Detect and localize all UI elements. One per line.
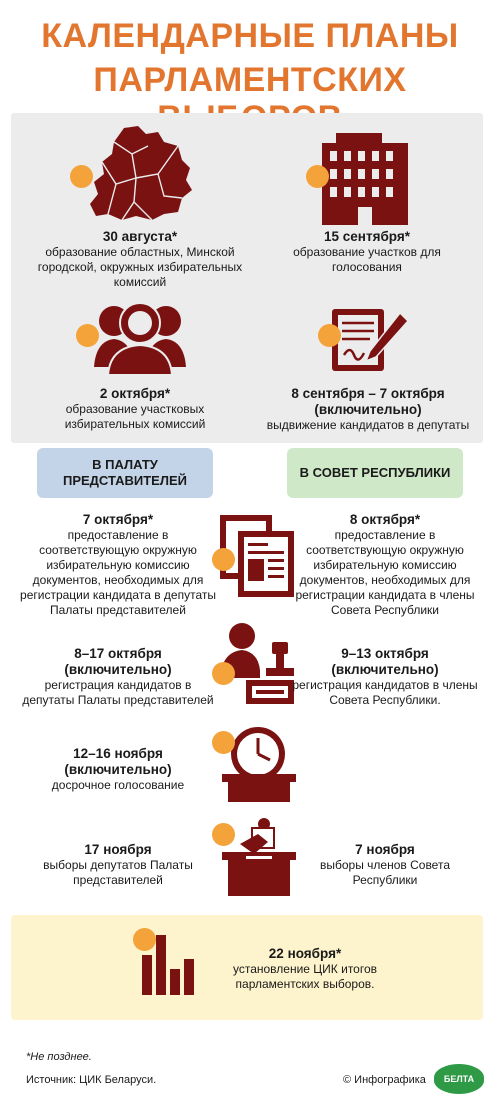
stage-text: регистрация кандидатов в депутаты Палаты представителей bbox=[22, 678, 214, 707]
stage-aug30 bbox=[25, 229, 255, 290]
stage-date: 8 октября* bbox=[349, 512, 421, 527]
orange-dot-marker bbox=[76, 324, 99, 347]
vote-house bbox=[18, 842, 218, 888]
orange-dot-marker bbox=[133, 928, 156, 951]
stage-sep15 bbox=[282, 229, 452, 275]
belta-logo bbox=[434, 1064, 484, 1094]
stage-text: досрочное голосование bbox=[51, 778, 185, 792]
stage-sep8-oct7 bbox=[262, 386, 474, 433]
stage-text: предоставление в соответствующую окружную избирательную комиссию документов, необходимых для регистрации кандидата в депутаты Палаты представителей bbox=[20, 528, 216, 617]
orange-dot-marker bbox=[212, 731, 235, 754]
reg-house bbox=[18, 646, 218, 708]
people-group-icon bbox=[92, 297, 188, 375]
orange-dot-marker bbox=[318, 324, 341, 347]
belarus-map-icon bbox=[86, 124, 196, 224]
stage-date: 12–16 ноября bbox=[73, 746, 163, 761]
stage-date: 8 сентября – 7 октября bbox=[291, 386, 445, 401]
stage-date-note: (включительно) bbox=[314, 402, 422, 417]
stage-text: выдвижение кандидатов в депутаты bbox=[266, 418, 470, 432]
orange-dot-marker bbox=[212, 823, 235, 846]
stage-date: 15 сентября* bbox=[324, 229, 410, 244]
stage-date: 7 октября* bbox=[82, 512, 154, 527]
orange-dot-marker bbox=[306, 165, 329, 188]
stage-date: 9–13 октября bbox=[341, 646, 429, 661]
source-text: Источник: ЦИК Беларуси. bbox=[26, 1074, 157, 1086]
final-result bbox=[212, 946, 398, 992]
stage-text: образование областных, Минской городской, окружных избирательных комиссий bbox=[37, 245, 243, 289]
early-voting bbox=[18, 746, 218, 793]
stage-date: 22 ноября* bbox=[268, 946, 342, 961]
building-icon bbox=[318, 133, 414, 225]
stage-date: 7 ноября bbox=[355, 842, 415, 857]
stage-date: 17 ноября bbox=[84, 842, 152, 857]
belta-logo-text: БЕЛТА bbox=[443, 1074, 475, 1084]
footnote: *Не позднее. bbox=[26, 1051, 92, 1063]
council-header: В СОВЕТ РЕСПУБЛИКИ bbox=[287, 448, 463, 498]
stage-date: 30 августа* bbox=[102, 229, 178, 244]
stage-date-note: (включительно) bbox=[64, 762, 172, 777]
stage-date-note: (включительно) bbox=[64, 662, 172, 677]
page-title-line1: КАЛЕНДАРНЫЕ ПЛАНЫ bbox=[41, 17, 459, 55]
stage-oct2 bbox=[35, 386, 235, 432]
docs-council bbox=[292, 512, 478, 618]
orange-dot-marker bbox=[212, 548, 235, 571]
stage-text: установление ЦИК итогов парламентских выборов. bbox=[232, 962, 378, 991]
stage-date-note: (включительно) bbox=[331, 662, 439, 677]
orange-dot-marker bbox=[70, 165, 93, 188]
page-title-line2: ПАРЛАМЕНТСКИХ bbox=[93, 61, 407, 99]
vote-council bbox=[300, 842, 470, 888]
stage-text: образование участков для голосования bbox=[293, 245, 441, 274]
docs-house bbox=[18, 512, 218, 618]
stage-text: выборы депутатов Палаты представителей bbox=[43, 858, 193, 887]
orange-dot-marker bbox=[212, 662, 235, 685]
stage-text: выборы членов Совета Республики bbox=[319, 858, 450, 887]
document-pen-icon bbox=[330, 305, 412, 375]
stage-text: образование участковых избирательных комиссий bbox=[64, 402, 206, 431]
stage-text: регистрация кандидатов в члены Совета Республики. bbox=[292, 678, 478, 707]
copyright-text: © Инфографика bbox=[343, 1074, 426, 1086]
stage-date: 2 октября* bbox=[99, 386, 171, 401]
stage-date: 8–17 октября bbox=[74, 646, 162, 661]
stage-text: предоставление в соответствующую окружную избирательную комиссию документов, необходимых для регистрации кандидата в члены Совета Республики bbox=[295, 528, 475, 617]
reg-council bbox=[292, 646, 478, 708]
house-header: В ПАЛАТУ ПРЕДСТАВИТЕЛЕЙ bbox=[37, 448, 213, 498]
